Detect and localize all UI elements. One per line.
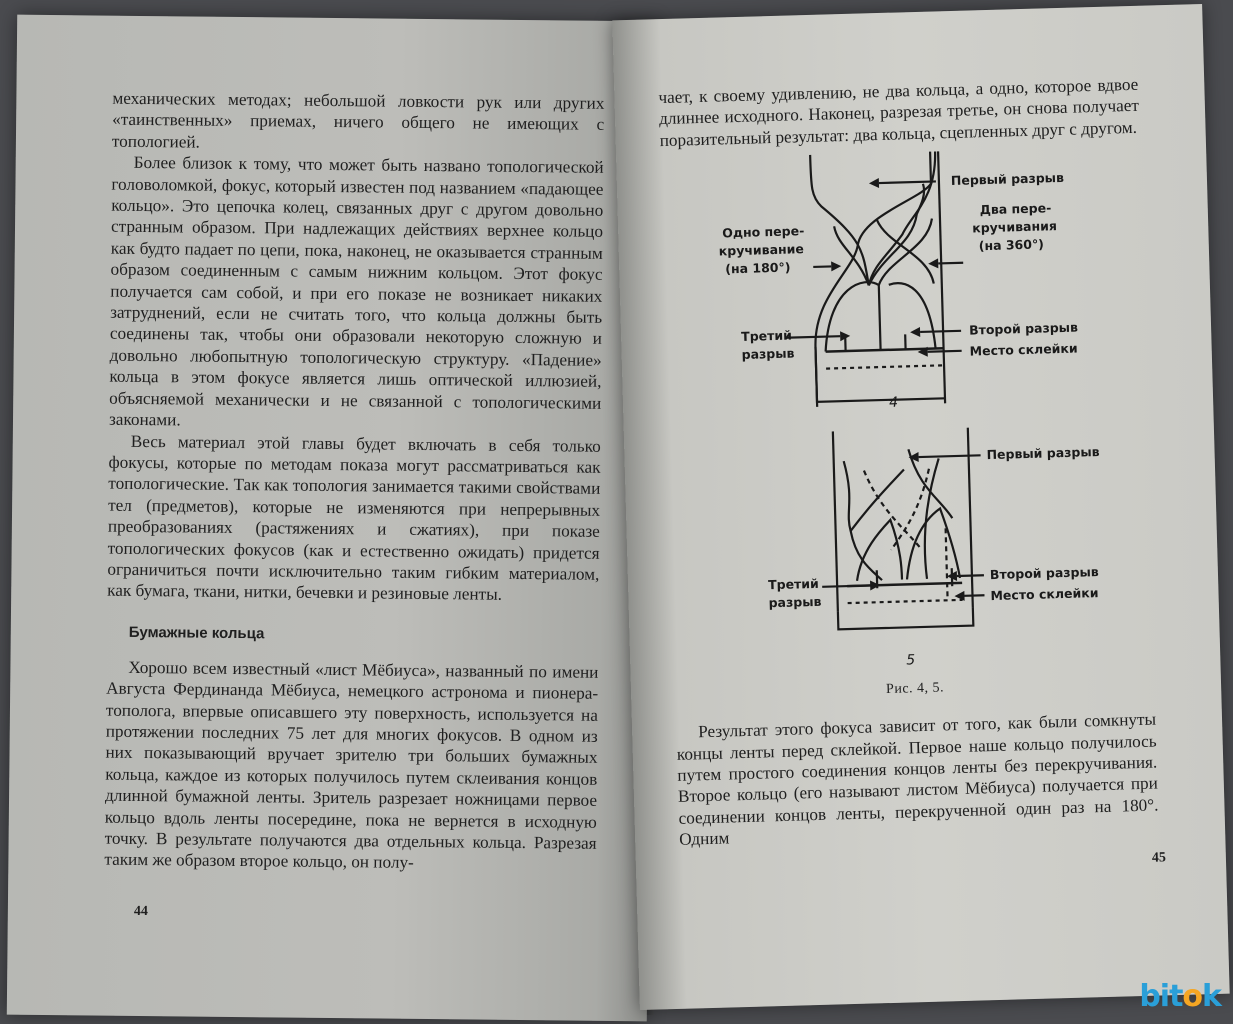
watermark-logo [1139,979,1221,1014]
page-number: 44 [133,903,148,920]
figure-5-drawing [667,403,1154,688]
label-one-twist: (на 180°) [725,259,791,277]
label-third-cut: разрыв [768,594,822,611]
page-number: 45 [1151,850,1167,866]
paragraph: чает, к своему удивлению, не два кольца, а одно, которое вдвое длиннее исходного. Наконец, разрезая третье, он снова получает поразительный результат: два кольца, сцепленных друг с другом. [658,74,1140,150]
label-third-cut: Третий [767,576,820,593]
figure-4-drawing [660,138,1147,416]
left-page [7,15,657,1022]
paragraph: Более близок к тому, что может быть названо топологической головоломкой, фокус, который известен под названием «падающее кольцо». Это цепочка колец, связанных друг с другом довольно странным образом. При надлежащих действиях верхнее кольцо как будто падает по цепи, пока, наконец, не оказывается странным образом соединенным с самым нижним кольцом. Этот фокус получается сам собой, и при его показе не возникает никаких затруднений, если не считать того, что кольца должны быть соединены так, чтобы они образовали некоторую сложную и довольно любопытную топологическую структуру. «Падение» кольца в этом фокусе является лишь оптической иллюзией, объясняемой механически и не связанной с топологическими законами. [108,153,604,430]
figure-number: 5 [906,652,916,669]
watermark-text: o [1182,979,1203,1014]
label-first-cut: Первый разрыв [986,444,1100,463]
label-one-twist: кручивание [718,241,805,259]
label-second-cut: Второй разрыв [968,319,1079,338]
right-page [612,4,1229,1010]
label-two-twists: (на 360°) [978,236,1045,254]
label-second-cut: Второй разрыв [989,564,1099,583]
label-glue-place: Место склейки [969,340,1078,359]
label-two-twists: кручивания [972,218,1058,236]
figure-5 [667,403,1154,688]
watermark-text: bit [1139,979,1183,1014]
paragraph: Результат этого фокуса зависит от того, как были сомкнуты концы ленты перед склейкой. Первое наше кольцо получилось путем простого соединения концов ленты без перекручивания. Второе кольцо (его называют листом Мёбиуса) получается при соединении концов ленты, перекрученной один раз на 180°. Одним [676,709,1159,850]
label-glue-place: Место склейки [990,585,1099,604]
label-third-cut: разрыв [741,345,795,363]
figure-number: 4 [888,394,899,412]
section-heading: Бумажные кольца [128,623,265,643]
figure-4 [660,138,1147,416]
watermark-text: k [1202,979,1221,1014]
paragraph: Весь материал этой главы будет включать в себя только фокусы, которые по методам показа могут рассматриваться как топологические. Так как топология занимается такими свойствами тел (предметов), которые не изменяются при непрерывных преобразованиях (растяжениях и сжатиях), при показе топологических фокусов (как и естественно ожидать) придется ограничиться почти исключительно таким гибким материалом, как бумага, ткани, нитки, бечевки и резиновые ленты. [107,431,601,605]
label-one-twist: Одно пере- [722,223,805,241]
label-first-cut: Первый разрыв [950,170,1065,189]
figure-caption: Рис. 4, 5. [885,680,945,698]
paragraph: механических методах; небольшой ловкости рук или других «таинственных» приемах, ничего общего не имеющих с топологией. [111,88,605,152]
paragraph: Хорошо всем известный «лист Мёбиуса», названный по имени Августа Фердинанда Мёбиуса, немецкого астронома и пионера-тополога, впервые описавшего эту поверхность, используется на протяжении последних 75 лет для многих фокусов. В одном из них показывающий вручает зрителю три больших бумажных кольца, каждое из которых получилось путем склеивания концов длинной бумажной ленты. Зритель разрезает ножницами первое кольцо вдоль ленты посередине, пока не вернется в исходную точку. В результате получаются два отдельных кольца. Разрезая таким же образом второе кольцо, он полу- [104,657,599,873]
label-two-twists: Два пере- [979,200,1052,218]
label-third-cut: Третий [740,327,793,345]
